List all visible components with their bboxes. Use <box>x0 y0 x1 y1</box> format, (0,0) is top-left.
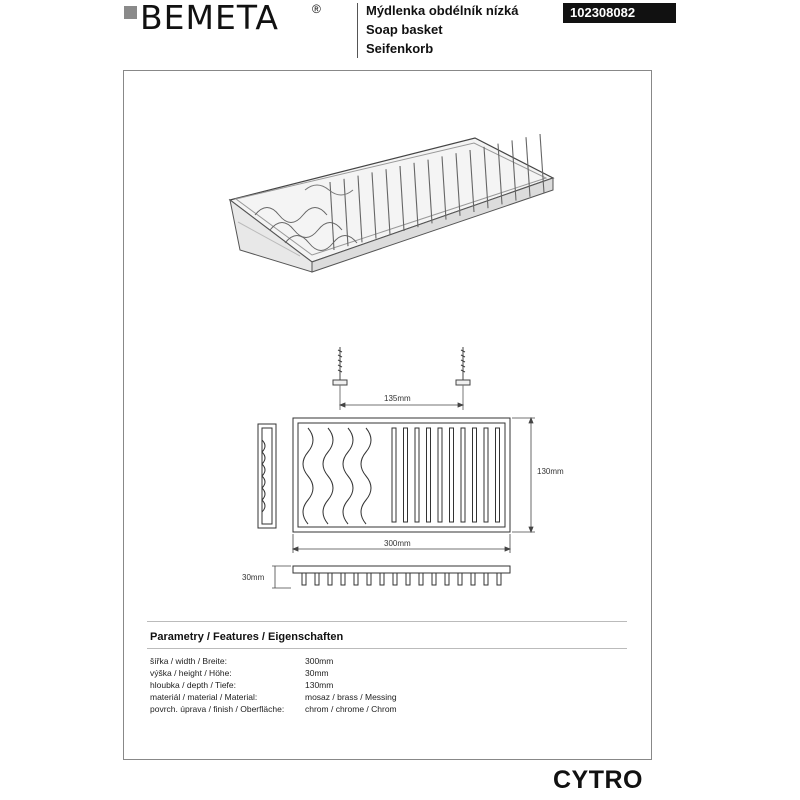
front-view-tooth <box>458 573 462 585</box>
features-bottom-divider <box>147 648 627 649</box>
front-view-tooth <box>367 573 371 585</box>
top-view-bar <box>496 428 500 522</box>
front-view-tooth <box>471 573 475 585</box>
title-german: Seifenkorb <box>366 41 434 56</box>
top-view-bar <box>473 428 477 522</box>
front-view-tooth <box>445 573 449 585</box>
title-czech: Mýdlenka obdélník nízká <box>366 3 519 18</box>
spec-depth-label: hloubka / depth / Tiefe: <box>150 680 237 690</box>
product-name: CYTRO <box>553 766 643 794</box>
dimension-30-label: 30mm <box>242 573 265 582</box>
top-view-bar <box>461 428 465 522</box>
front-view-tooth <box>497 573 501 585</box>
brand-logo: BEMETA <box>140 0 279 37</box>
features-top-divider <box>147 621 627 622</box>
top-view-bar <box>484 428 488 522</box>
dimension-30 <box>272 566 291 588</box>
dimension-135 <box>340 403 463 407</box>
top-view-bar <box>450 428 454 522</box>
front-view-tooth <box>315 573 319 585</box>
spec-finish-label: povrch. úprava / finish / Oberfläche: <box>150 704 285 714</box>
front-view-tooth <box>484 573 488 585</box>
front-view-tooth <box>380 573 384 585</box>
side-view <box>258 424 276 528</box>
top-view-bar <box>404 428 408 522</box>
wall-screw-left <box>333 347 347 410</box>
front-view-tooth <box>419 573 423 585</box>
top-view-bar <box>438 428 442 522</box>
spec-depth-value: 130mm <box>305 680 334 690</box>
dimension-300-label: 300mm <box>384 539 411 548</box>
dimension-135-label: 135mm <box>384 394 411 403</box>
top-view-bar <box>415 428 419 522</box>
wall-screw-right <box>456 347 470 410</box>
product-code-badge: 102308082 <box>563 3 676 23</box>
spec-finish-value: chrom / chrome / Chrom <box>305 704 397 714</box>
spec-material-label: materiál / material / Material: <box>150 692 258 702</box>
front-view <box>293 566 510 585</box>
top-view-bar <box>392 428 396 522</box>
product-render <box>230 134 553 272</box>
spec-width-value: 300mm <box>305 656 334 666</box>
spec-width-label: šířka / width / Breite: <box>150 656 227 666</box>
front-view-tooth <box>328 573 332 585</box>
spec-height-value: 30mm <box>305 668 329 678</box>
front-view-tooth <box>354 573 358 585</box>
front-view-tooth <box>432 573 436 585</box>
features-title: Parametry / Features / Eigenschaften <box>150 631 344 643</box>
top-view <box>293 418 510 532</box>
dimension-130-label: 130mm <box>537 467 564 476</box>
registered-mark: ® <box>312 2 321 16</box>
dimension-130 <box>512 418 535 532</box>
front-view-tooth <box>302 573 306 585</box>
spec-height-label: výška / height / Höhe: <box>150 668 232 678</box>
front-view-tooth <box>341 573 345 585</box>
front-view-tooth <box>393 573 397 585</box>
top-view-bar <box>427 428 431 522</box>
front-view-tooth <box>406 573 410 585</box>
spec-material-value: mosaz / brass / Messing <box>305 692 397 702</box>
title-english: Soap basket <box>366 22 443 37</box>
